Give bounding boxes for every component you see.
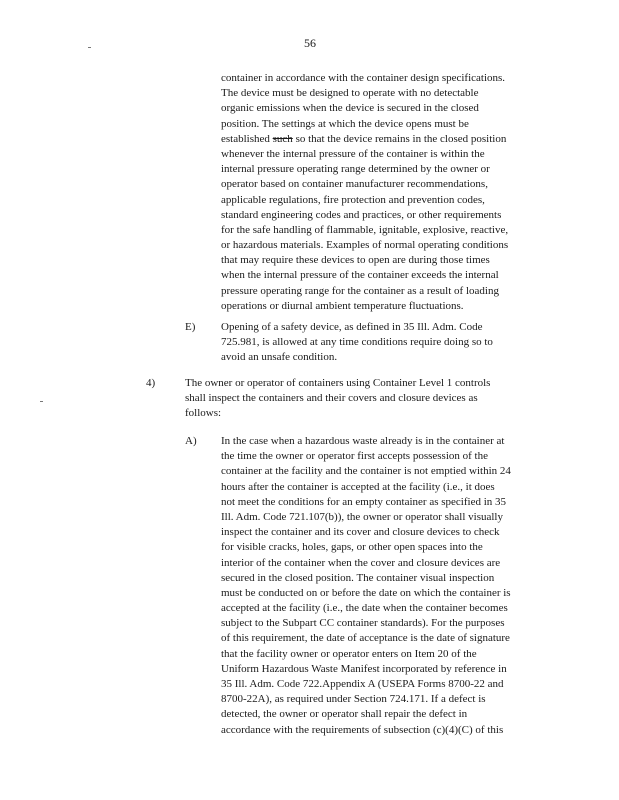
text-line: inspect the container and its cover and closure devices to check bbox=[221, 526, 500, 539]
text-line: when the internal pressure of the container exceeds the internal bbox=[221, 269, 499, 282]
text-line: interior of the container when the cover and closure devices are bbox=[221, 556, 501, 569]
item-e-label: E) bbox=[185, 321, 196, 333]
text-line: Opening of a safety device, as defined in 35 Ill. Adm. Code bbox=[221, 321, 483, 333]
text-line: subject to the Subpart CC container standards). For the purposes bbox=[221, 617, 505, 630]
text-line: container in accordance with the container design specifications. bbox=[221, 72, 506, 84]
item-4-label: 4) bbox=[146, 377, 156, 389]
text-line: accordance with the requirements of subsection (c)(4)(C) of this bbox=[221, 723, 504, 736]
text-line: not meet the conditions for an empty container as specified in 35 bbox=[221, 495, 507, 508]
text-line: The device must be designed to operate with no detectable bbox=[221, 87, 479, 100]
text-segment: established bbox=[221, 132, 273, 145]
item-e-paragraph bbox=[221, 320, 493, 366]
text-line: shall inspect the containers and their covers and closure devices as bbox=[185, 392, 478, 405]
text-line: Uniform Hazardous Waste Manifest incorporated by reference in bbox=[221, 662, 507, 675]
text-line: for the safe handling of flammable, ignitable, explosive, reactive, bbox=[221, 223, 509, 236]
text-line: pressure operating range for the container as a result of loading bbox=[221, 284, 499, 297]
text-line: of this requirement, the date of acceptance is the date of signature bbox=[221, 632, 510, 645]
text-line: that may require these devices to open are during those times bbox=[221, 254, 490, 267]
text-line: that the facility owner or operator enters on Item 20 of the bbox=[221, 647, 477, 660]
text-line: internal pressure operating range determined by the owner or bbox=[221, 163, 490, 176]
text-segment: so that the device remains in the closed position bbox=[292, 132, 507, 145]
text-line: must be conducted on or before the date on which the container is bbox=[221, 586, 511, 599]
text-line: applicable regulations, fire protection and prevention codes, bbox=[221, 193, 485, 206]
margin-speck-top bbox=[88, 47, 91, 48]
item-a-label: A) bbox=[185, 435, 197, 447]
text-line: 8700-22A), as required under Section 724.171. If a defect is bbox=[221, 693, 486, 706]
item-4-paragraph bbox=[185, 376, 490, 422]
text-line: detected, the owner or operator shall repair the defect in bbox=[221, 708, 468, 721]
margin-speck-bottom bbox=[40, 401, 43, 402]
text-line: follows: bbox=[185, 407, 222, 420]
text-line: 35 Ill. Adm. Code 722.Appendix A (USEPA Forms 8700-22 and bbox=[221, 678, 504, 690]
text-line: Ill. Adm. Code 721.107(b)), the owner or operator shall visually bbox=[221, 510, 503, 523]
text-line: avoid an unsafe condition. bbox=[221, 351, 338, 364]
text-line: 725.981, is allowed at any time conditions require doing so to bbox=[221, 336, 493, 349]
text-line: for visible cracks, holes, gaps, or other open spaces into the bbox=[221, 541, 483, 554]
text-line-with-deletion bbox=[221, 132, 508, 147]
text-line: secured in the closed position. The container visual inspection bbox=[221, 571, 495, 584]
item-a-paragraph bbox=[221, 434, 511, 738]
intro-paragraph bbox=[221, 71, 508, 314]
text-line: In the case when a hazardous waste already is in the container at bbox=[221, 435, 505, 447]
text-line: operations or diurnal ambient temperature fluctuations. bbox=[221, 299, 464, 312]
text-line: accepted at the facility (i.e., the date when the container becomes bbox=[221, 602, 508, 615]
text-line: hours after the container is accepted at the facility (i.e., it does bbox=[221, 480, 495, 493]
text-line: operator based on container manufacturer recommendations, bbox=[221, 178, 488, 191]
text-line: whenever the internal pressure of the container is within the bbox=[221, 147, 485, 160]
text-line: The owner or operator of containers using Container Level 1 controls bbox=[185, 377, 491, 389]
text-line: or hazardous materials. Examples of normal operating conditions bbox=[221, 239, 509, 252]
text-line: container at the facility and the container is not emptied within 24 bbox=[221, 465, 511, 478]
struck-text: such bbox=[272, 132, 293, 145]
text-line: position. The settings at which the device opens must be bbox=[221, 117, 469, 130]
page-number: 56 bbox=[304, 36, 316, 50]
text-line: the time the owner or operator first accepts possession of the bbox=[221, 450, 488, 463]
text-line: organic emissions when the device is secured in the closed bbox=[221, 102, 479, 115]
text-line: standard engineering codes and practices, or other requirements bbox=[221, 208, 502, 221]
